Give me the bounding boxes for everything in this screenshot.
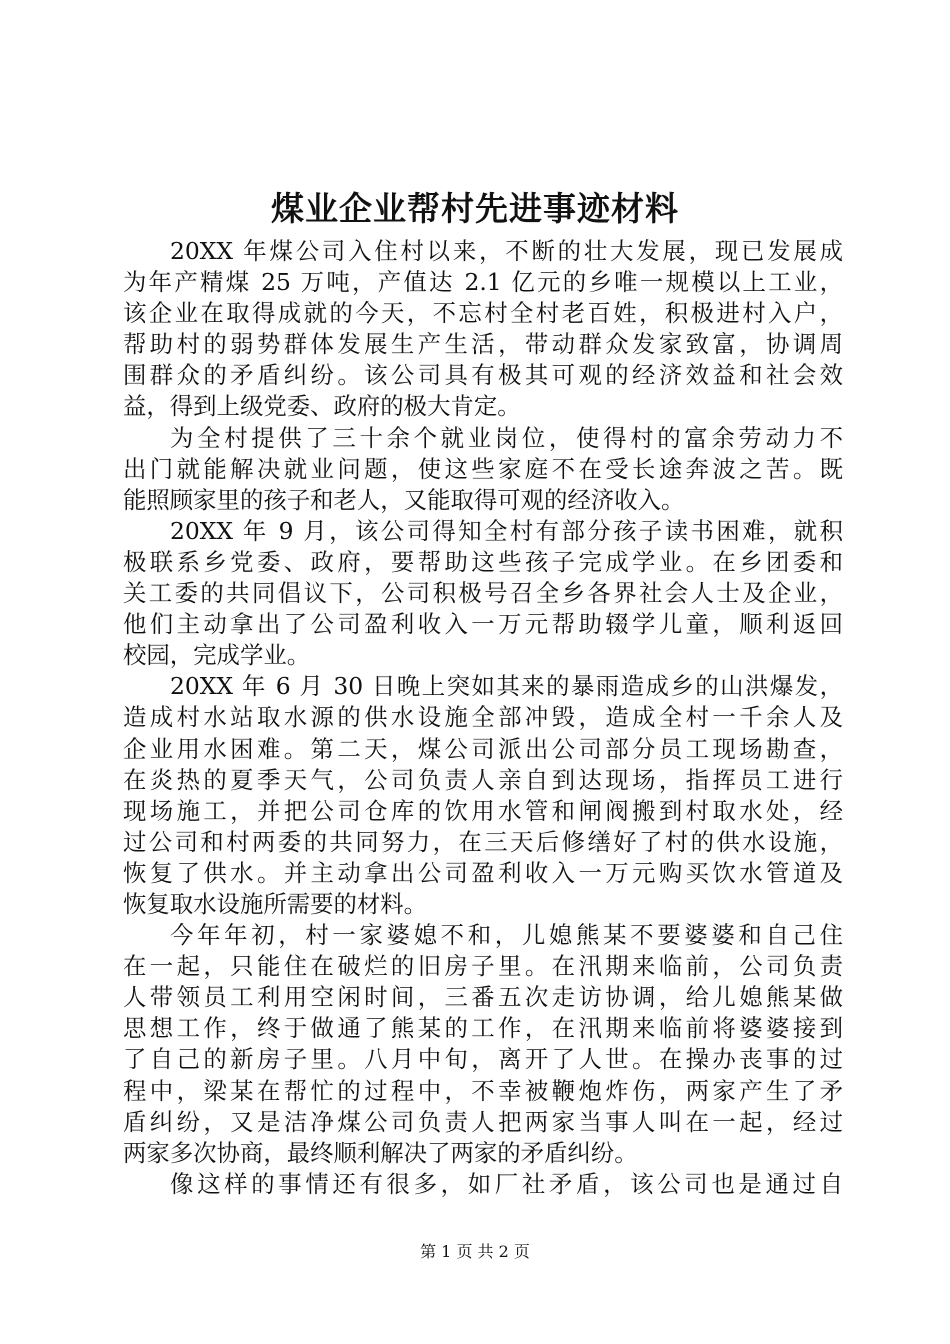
text-line: 为年产精煤 25 万吨，产值达 2.1 亿元的乡唯一规模以上工业，: [123, 268, 843, 297]
text-line: 思想工作，终于做通了熊某的工作，在汛期来临前将婆婆接到: [123, 1014, 843, 1043]
page-footer: 第 1 页 共 2 页: [420, 1242, 530, 1261]
text-line: 帮助村的弱势群体发展生产生活，带动群众发家致富，协调周: [123, 330, 843, 359]
text-line: 极联系乡党委、政府，要帮助这些孩子完成学业。在乡团委和: [123, 547, 843, 576]
text-line: 在一起，只能住在破烂的旧房子里。在汛期来临前，公司负责: [123, 952, 843, 981]
text-line: 在炎热的夏季天气，公司负责人亲自到达现场，指挥员工进行: [123, 765, 843, 794]
text-line: 为全村提供了三十余个就业岗位，使得村的富余劳动力不: [170, 423, 843, 452]
text-line: 像这样的事情还有很多，如厂社矛盾，该公司也是通过自: [170, 1169, 843, 1198]
text-line: 他们主动拿出了公司盈利收入一万元帮助辍学儿童，顺利返回: [123, 610, 843, 639]
document-title: 煤业企业帮村先进事迹材料: [271, 189, 679, 228]
text-line: 围群众的矛盾纠纷。该公司具有极其可观的经济效益和社会效: [123, 361, 843, 390]
text-line: 盾纠纷，又是洁净煤公司负责人把两家当事人叫在一起，经过: [123, 1107, 843, 1136]
text-line: 人带领员工利用空闲时间，三番五次走访协调，给儿媳熊某做: [123, 983, 843, 1012]
text-line: 能照顾家里的孩子和老人，又能取得可观的经济收入。: [123, 485, 685, 514]
text-line: 该企业在取得成就的今天，不忘村全村老百姓，积极进村入户，: [123, 299, 843, 328]
text-line: 校园，完成学业。: [123, 641, 311, 670]
text-line: 20XX 年 9 月，该公司得知全村有部分孩子读书困难，就积: [170, 516, 843, 545]
text-line: 20XX 年 6 月 30 日晚上突如其来的暴雨造成乡的山洪爆发，: [170, 672, 843, 701]
text-line: 恢复取水设施所需要的材料。: [123, 889, 428, 918]
text-line: 造成村水站取水源的供水设施全部冲毁，造成全村一千余人及: [123, 703, 843, 732]
document-body: [123, 236, 843, 1200]
text-line: 关工委的共同倡议下，公司积极号召全乡各界社会人士及企业，: [123, 579, 843, 608]
text-line: 程中，梁某在帮忙的过程中，不幸被鞭炮炸伤，两家产生了矛: [123, 1076, 843, 1105]
text-line: 今年年初，村一家婆媳不和，儿媳熊某不要婆婆和自己住: [170, 921, 843, 950]
text-line: 过公司和村两委的共同努力，在三天后修缮好了村的供水设施，: [123, 827, 843, 856]
text-line: 恢复了供水。并主动拿出公司盈利收入一万元购买饮水管道及: [123, 858, 843, 887]
text-line: 两家多次协商，最终顺利解决了两家的矛盾纠纷。: [123, 1138, 638, 1167]
text-line: 出门就能解决就业问题，使这些家庭不在受长途奔波之苦。既: [123, 454, 843, 483]
text-line: 20XX 年煤公司入住村以来，不断的壮大发展，现已发展成: [170, 237, 843, 265]
text-line: 了自己的新房子里。八月中旬，离开了人世。在操办丧事的过: [123, 1045, 843, 1074]
text-line: 现场施工，并把公司仓库的饮用水管和闸阀搬到村取水处，经: [123, 796, 843, 825]
text-line: 企业用水困难。第二天，煤公司派出公司部分员工现场勘查，: [123, 734, 843, 763]
text-line: 益，得到上级党委、政府的极大肯定。: [123, 392, 521, 421]
